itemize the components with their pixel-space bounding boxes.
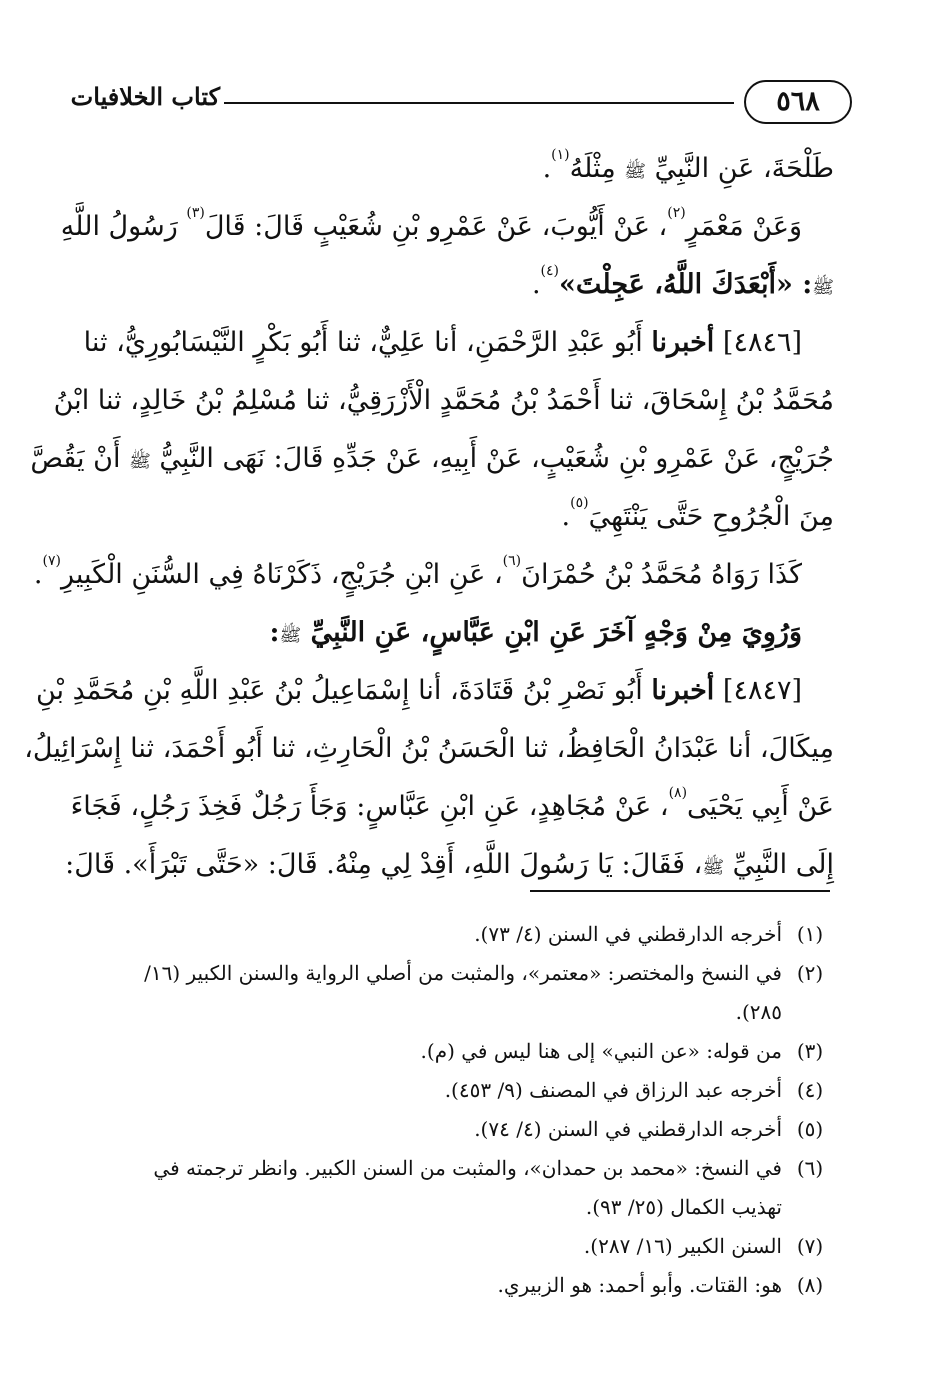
- line-text: إِلَى النَّبِيِّ: [724, 849, 834, 880]
- footnotes: [100, 915, 830, 1305]
- line-text: أَبُو عَبْدِ الرَّحْمَنِ، أنا عَلِيٌّ، ثنا أَبُو بَكْرٍ النَّيْسَابُورِيُّ، ثنا: [83, 327, 652, 358]
- page-header: [70, 78, 852, 124]
- footnote-text: من قوله: «عن النبي» إلى هنا ليس في (م).: [420, 1039, 782, 1063]
- footnote: [100, 1071, 830, 1110]
- header-rule: [224, 102, 734, 104]
- line-text: أَنْ يَقُصَّ: [30, 443, 130, 474]
- footnote: [100, 1110, 830, 1149]
- hadith-number: [٤٨٤٧]: [714, 675, 802, 706]
- line-text: .: [542, 153, 552, 184]
- footnote-ref: (٨): [668, 785, 688, 801]
- line-text: مُحَمَّدُ بْنُ إِسْحَاقَ، ثنا أَحْمَدُ بْنُ مُحَمَّدٍ الْأَزْرَقِيُّ، ثنا مُسْلِمُ بْنُ خَالِدٍ، ثنا ابْنُ: [53, 385, 834, 416]
- footnote-text: هو: القتات. وأبو أحمد: هو الزبيري.: [497, 1273, 782, 1297]
- footnote-number: (١): [796, 922, 824, 946]
- line-text: رَسُولُ اللَّهِ: [60, 211, 187, 242]
- footnote-ref: (٢): [667, 205, 686, 221]
- text-line: [30, 430, 834, 488]
- line-text: طَلْحَةَ، عَنِ النَّبِيِّ: [646, 153, 834, 184]
- footnote-number: (٣): [796, 1039, 824, 1063]
- salla-glyph: ﷺ: [624, 161, 646, 182]
- main-text: [24, 140, 834, 894]
- footnote-number: (٤): [796, 1078, 824, 1102]
- hadith-quote: : «أَبْعَدَكَ اللَّهُ، عَجِلْتَ»: [559, 269, 813, 300]
- footnote: [100, 915, 830, 954]
- line-text: .: [561, 501, 571, 532]
- line-text: كَذَا رَوَاهُ مُحَمَّدُ بْنُ حُمْرَانَ: [521, 559, 802, 590]
- footnote: [100, 1149, 830, 1227]
- footnote-text: في النسخ: «محمد بن حمدان»، والمثبت من السنن الكبير. وانظر ترجمته في تهذيب الكمال (٢٥/ ٩٣).: [153, 1156, 782, 1219]
- text-line: [83, 314, 834, 372]
- text-line: [108, 140, 834, 198]
- footnote-ref: (١): [551, 147, 570, 163]
- footnote-number: (٥): [796, 1117, 824, 1141]
- line-text: مِيكَالَ، أنا عَبْدَانُ الْحَافِظُ، ثنا الْحَسَنُ بْنُ الْحَارِثِ، ثنا أَبُو أَحْمَدَ، ثنا إِسْرَائِيلُ،: [24, 733, 834, 764]
- heading-text: وَرُوِيَ مِنْ وَجْهٍ آخَرَ عَنِ ابْنِ عَبَّاسٍ، عَنِ النَّبِيِّ: [301, 617, 802, 648]
- footnote: [100, 1266, 830, 1305]
- page-number: ٥٦٨: [744, 80, 852, 124]
- footnote: [100, 954, 830, 1032]
- book-title: كتاب الخلافيات: [70, 82, 220, 111]
- salla-glyph: ﷺ: [702, 857, 725, 878]
- text-line: [65, 836, 834, 894]
- salla-glyph: ﷺ: [812, 277, 834, 298]
- footnote-text: أخرجه الدارقطني في السنن (٤/ ٧٤).: [474, 1117, 782, 1141]
- line-text: مِثْلَهُ: [569, 153, 625, 184]
- salla-glyph: ﷺ: [279, 625, 302, 646]
- line-text: أَبُو نَصْرِ بْنُ قَتَادَةَ، أنا إِسْمَاعِيلُ بْنُ عَبْدِ اللَّهِ بْنِ مُحَمَّدِ بْنِ: [35, 675, 652, 706]
- footnote-number: (٦): [796, 1156, 824, 1180]
- text-line: [35, 662, 834, 720]
- footnote-text: السنن الكبير (١٦/ ٢٨٧).: [583, 1234, 782, 1258]
- footnote-ref: (٤): [540, 263, 560, 279]
- line-text: جُرَيْجٍ، عَنْ عَمْرِو بْنِ شُعَيْبٍ، عَنْ أَبِيهِ، عَنْ جَدِّهِ قَالَ: نَهَى النَّبِيُّ: [150, 443, 834, 474]
- line-text: ، فَقَالَ: يَا رَسُولَ اللَّهِ، أَقِدْ لِي مِنْهُ. قَالَ: «حَتَّى تَبْرَأَ». قَالَ:: [65, 849, 703, 880]
- akhbarana-keyword: أخبرنا: [651, 675, 715, 706]
- line-text: .: [33, 559, 43, 590]
- line-text: مِنَ الْجُرُوحِ حَتَّى يَنْتَهِيَ: [588, 501, 834, 532]
- footnote: [100, 1032, 830, 1071]
- line-text: .: [531, 269, 541, 300]
- line-text: :: [269, 617, 280, 648]
- text-line: [33, 546, 834, 604]
- footnote-ref: (٦): [502, 553, 522, 569]
- footnote-ref: (٥): [570, 495, 589, 511]
- footnote-text: أخرجه الدارقطني في السنن (٤/ ٧٣).: [474, 922, 782, 946]
- footnote: [100, 1227, 830, 1266]
- hadith-number: [٤٨٤٦]: [714, 327, 802, 358]
- footnote-number: (٧): [796, 1234, 824, 1258]
- footnote-text: أخرجه عبد الرزاق في المصنف (٩/ ٤٥٣).: [444, 1078, 782, 1102]
- text-line: [70, 778, 834, 836]
- akhbarana-keyword: أخبرنا: [651, 327, 715, 358]
- line-text: ، عَنْ أَيُّوبَ، عَنْ عَمْرِو بْنِ شُعَيْبٍ قَالَ: قَالَ: [204, 211, 668, 242]
- footnote-number: (٨): [796, 1273, 824, 1297]
- text-line: [108, 488, 834, 546]
- text-line: [53, 372, 834, 430]
- line-text: ، عَنْ مُجَاهِدٍ، عَنِ ابْنِ عَبَّاسٍ: وَجَأَ رَجُلٌ فَخِذَ رَجُلٍ، فَجَاءَ: [70, 791, 669, 822]
- line-text: ، عَنِ ابْنِ جُرَيْجٍ، ذَكَرْنَاهُ فِي السُّنَنِ الْكَبِيرِ: [60, 559, 503, 590]
- section-heading: [108, 604, 834, 662]
- footnote-number: (٢): [796, 961, 824, 985]
- line-text: عَنْ أَبِي يَحْيَى: [687, 791, 834, 822]
- text-line: [108, 256, 834, 314]
- footnote-separator: [530, 890, 830, 892]
- line-text: وَعَنْ مَعْمَرٍ: [685, 211, 802, 242]
- footnote-text: في النسخ والمختصر: «معتمر»، والمثبت من أصلي الرواية والسنن الكبير (١٦/ ٢٨٥).: [144, 961, 782, 1024]
- footnote-ref: (٣): [186, 205, 205, 221]
- text-line: [24, 720, 834, 778]
- footnote-ref: (٧): [42, 553, 61, 569]
- salla-glyph: ﷺ: [129, 451, 151, 472]
- text-line: [60, 198, 834, 256]
